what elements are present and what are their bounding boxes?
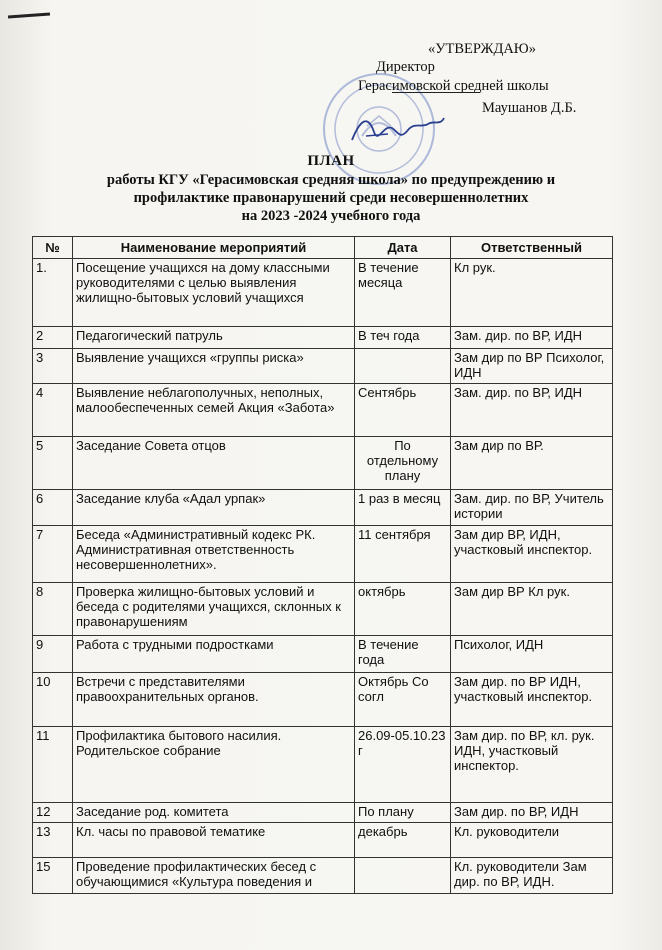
- row-responsible: Зам. дир. по ВР, Учитель истории: [451, 490, 613, 526]
- table-row: [33, 727, 613, 803]
- row-number: 10: [33, 673, 73, 727]
- header-number: №: [33, 237, 73, 259]
- row-responsible: Зам дир. по ВР ИДН, участковый инспектор.: [451, 673, 613, 727]
- row-date: 26.09-05.10.23 г: [355, 727, 451, 803]
- row-date: Октябрь Со согл: [355, 673, 451, 727]
- row-responsible: Зам дир. по ВР, кл. рук. ИДН, участковый инспектор.: [451, 727, 613, 803]
- row-date: По плану: [355, 803, 451, 823]
- director-signature-icon: [348, 110, 448, 150]
- row-responsible: Психолог, ИДН: [451, 636, 613, 673]
- row-event: Заседание Совета отцов: [73, 437, 355, 490]
- pen-mark: [8, 13, 50, 19]
- row-date: По отдельному плану: [355, 437, 451, 490]
- table-row: [33, 673, 613, 727]
- row-event: Работа с трудными подростками: [73, 636, 355, 673]
- row-number: 7: [33, 526, 73, 583]
- table-row: [33, 526, 613, 583]
- row-event: Педагогический патруль: [73, 327, 355, 349]
- row-number: 1.: [33, 259, 73, 327]
- row-event: Профилактика бытового насилия. Родительское собрание: [73, 727, 355, 803]
- row-number: 2: [33, 327, 73, 349]
- row-number: 11: [33, 727, 73, 803]
- table-row: [33, 349, 613, 384]
- approval-name: Маушанов Д.Б.: [482, 100, 577, 116]
- table-row: [33, 823, 613, 858]
- row-date: Сентябрь: [355, 384, 451, 437]
- row-date: 1 раз в месяц: [355, 490, 451, 526]
- title-word: ПЛАН: [307, 153, 355, 169]
- row-date: октябрь: [355, 583, 451, 636]
- approval-organization: Герасимовской средней школы: [358, 78, 549, 94]
- row-responsible: Зам дир. по ВР, ИДН: [451, 803, 613, 823]
- row-event: Заседание клуба «Адал урпак»: [73, 490, 355, 526]
- table-row: [33, 583, 613, 636]
- row-number: 9: [33, 636, 73, 673]
- table-row: [33, 636, 613, 673]
- row-event: Проверка жилищно-бытовых условий и беседа с родителями учащихся, склонных к правонарушениям: [73, 583, 355, 636]
- row-event: Посещение учащихся на дому классными руководителями с целью выявления жилищно-бытовых условий учащихся: [73, 259, 355, 327]
- row-responsible: Зам дир ВР Кл рук.: [451, 583, 613, 636]
- title-line-2: профилактике правонарушений среди несовершеннолетних: [133, 190, 529, 206]
- row-number: 13: [33, 823, 73, 858]
- table-row: [33, 858, 613, 894]
- row-date: декабрь: [355, 823, 451, 858]
- table-row: [33, 437, 613, 490]
- title-line-3: на 2023 -2024 учебного года: [241, 208, 421, 224]
- row-event: Встречи с представителями правоохранительных органов.: [73, 673, 355, 727]
- row-number: 8: [33, 583, 73, 636]
- approval-heading: «УТВЕРЖДАЮ»: [428, 41, 536, 57]
- row-number: 12: [33, 803, 73, 823]
- table-row: [33, 803, 613, 823]
- row-event: Заседание род. комитета: [73, 803, 355, 823]
- row-responsible: Зам. дир. по ВР, ИДН: [451, 327, 613, 349]
- header-date: Дата: [355, 237, 451, 259]
- table-row: [33, 490, 613, 526]
- row-event: Проведение профилактических бесед с обучающимися «Культура поведения и: [73, 858, 355, 894]
- row-date: В течение года: [355, 636, 451, 673]
- row-responsible: Кл. руководители: [451, 823, 613, 858]
- row-number: 4: [33, 384, 73, 437]
- row-responsible: Зам дир ВР, ИДН, участковый инспектор.: [451, 526, 613, 583]
- row-responsible: Кл рук.: [451, 259, 613, 327]
- row-number: 6: [33, 490, 73, 526]
- row-event: Выявление неблагополучных, неполных, малообеспеченных семей Акция «Забота»: [73, 384, 355, 437]
- row-responsible: Зам дир по ВР.: [451, 437, 613, 490]
- row-event: Выявление учащихся «группы риска»: [73, 349, 355, 384]
- table-row: [33, 384, 613, 437]
- row-number: 5: [33, 437, 73, 490]
- header-event: Наименование мероприятий: [73, 237, 355, 259]
- row-date: В теч года: [355, 327, 451, 349]
- table-header-row: [33, 237, 613, 259]
- row-number: 3: [33, 349, 73, 384]
- row-responsible: Кл. руководители Зам дир. по ВР, ИДН.: [451, 858, 613, 894]
- plan-table: [32, 236, 613, 894]
- signature-line: [392, 92, 480, 93]
- row-responsible: Зам. дир. по ВР, ИДН: [451, 384, 613, 437]
- table-row: [33, 259, 613, 327]
- row-date: 11 сентября: [355, 526, 451, 583]
- row-responsible: Зам дир по ВР Психолог, ИДН: [451, 349, 613, 384]
- row-event: Кл. часы по правовой тематике: [73, 823, 355, 858]
- row-date: В течение месяца: [355, 259, 451, 327]
- row-date: [355, 858, 451, 894]
- approval-role: Директор: [376, 59, 435, 75]
- table-row: [33, 327, 613, 349]
- row-date: [355, 349, 451, 384]
- header-responsible: Ответственный: [451, 237, 613, 259]
- title-line-1: работы КГУ «Герасимовская средняя школа» по предупреждению и: [106, 172, 556, 188]
- row-number: 15: [33, 858, 73, 894]
- row-event: Беседа «Административный кодекс РК. Административная ответственность несовершеннолетних».: [73, 526, 355, 583]
